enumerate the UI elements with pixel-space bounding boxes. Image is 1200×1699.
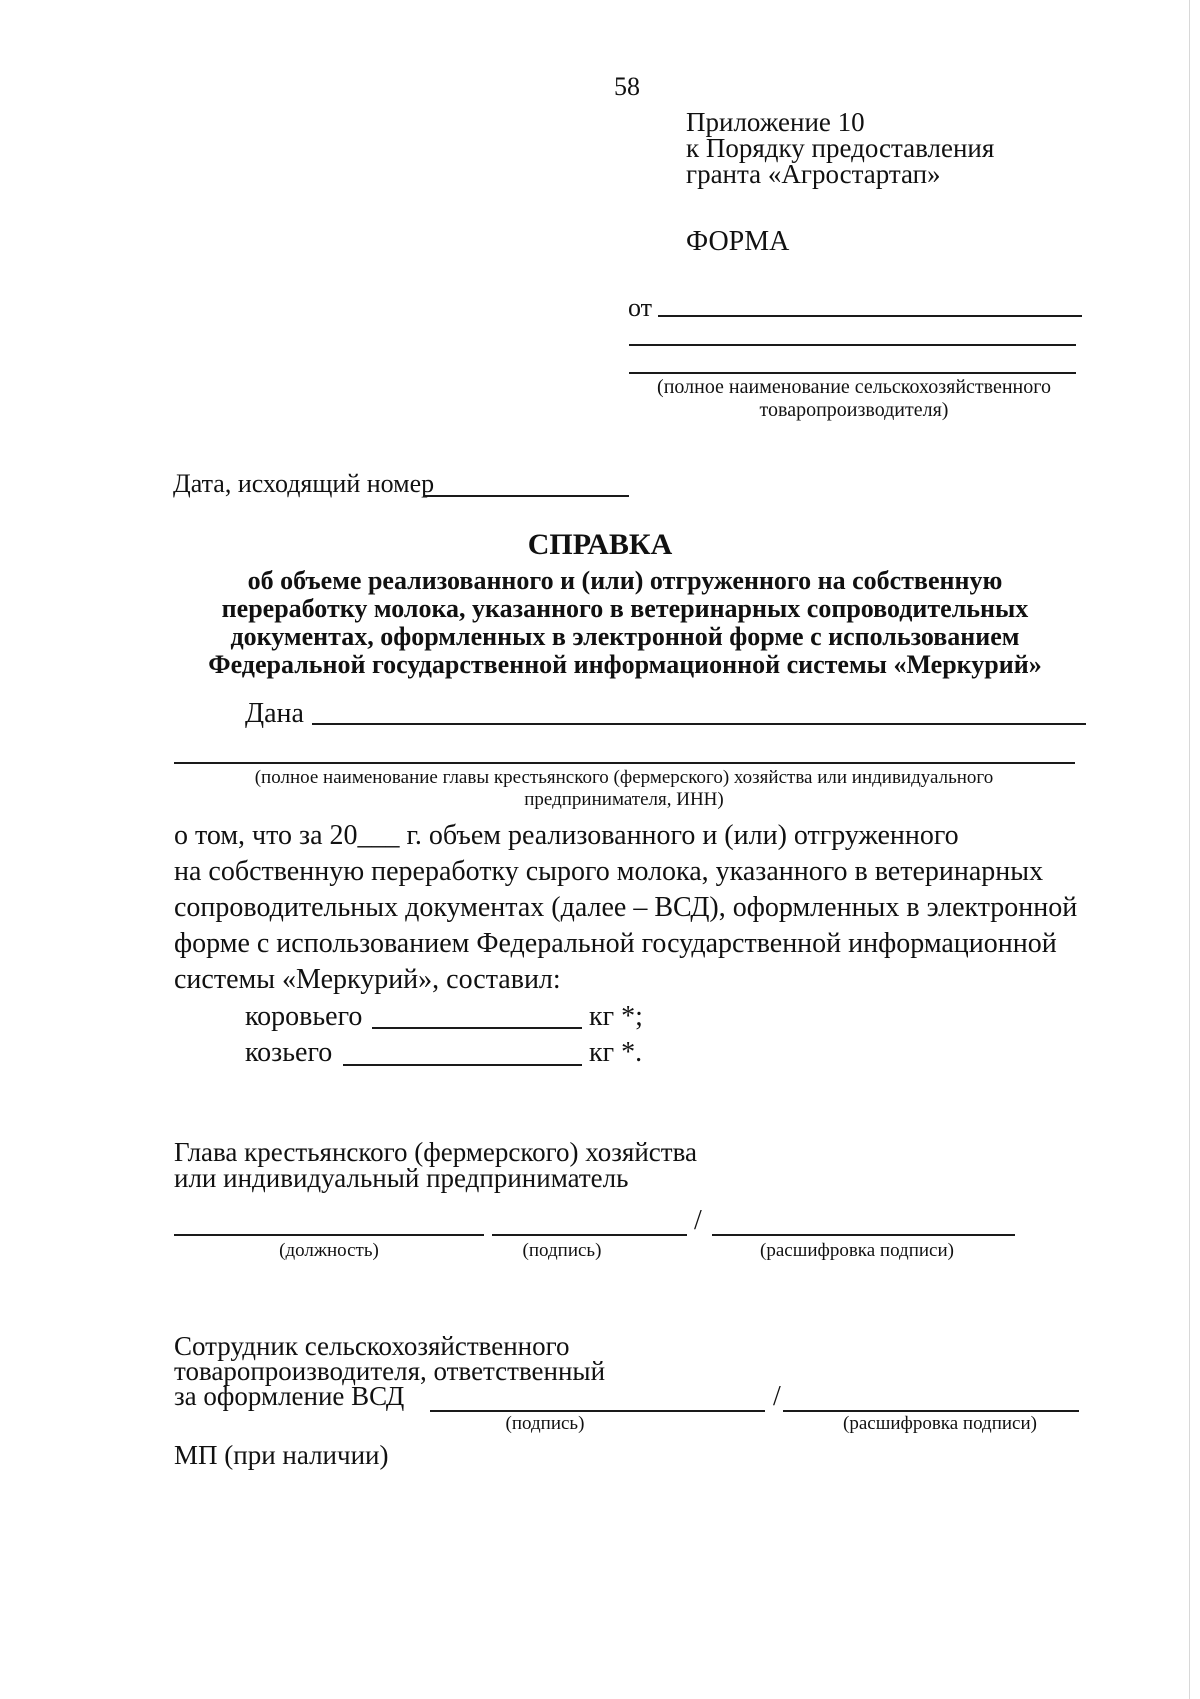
scan-edge-line <box>1189 0 1190 1699</box>
position-caption: (должность) <box>279 1240 379 1261</box>
page-number: 58 <box>614 72 640 101</box>
body-line: о том, что за 20___ г. объем реализованного и (или) отгруженного <box>174 820 959 851</box>
cow-milk-value-line[interactable] <box>372 1027 582 1029</box>
employee-decoding-caption: (расшифровка подписи) <box>843 1413 1037 1434</box>
cow-milk-label: коровьего <box>245 1001 363 1032</box>
sender-caption-line: товаропроизводителя) <box>759 399 949 421</box>
position-line[interactable] <box>174 1234 484 1236</box>
body-line: сопроводительных документах (далее – ВСД), оформленных в электронной <box>174 892 1078 923</box>
appendix-reference <box>686 109 994 187</box>
head-title-line: Глава крестьянского (фермерского) хозяйства <box>174 1137 697 1167</box>
subtitle-line: документах, оформленных в электронной форме с использованием <box>230 622 1020 651</box>
employee-decoding-line[interactable] <box>783 1410 1079 1412</box>
sender-caption-line: (полное наименование сельскохозяйственного <box>657 376 1051 398</box>
employee-signature-line[interactable] <box>430 1410 765 1412</box>
employee-title-line: Сотрудник сельскохозяйственного <box>174 1331 570 1361</box>
form-label: ФОРМА <box>686 226 790 257</box>
stamp-label: МП (при наличии) <box>174 1440 389 1470</box>
subtitle-line: переработку молока, указанного в ветеринарных сопроводительных <box>221 594 1029 623</box>
issued-to-line[interactable] <box>312 723 1086 725</box>
appendix-line: гранта «Агростартап» <box>686 159 941 189</box>
subtitle-line: об объеме реализованного и (или) отгруженного на собственную <box>247 566 1003 595</box>
body-line: форме с использованием Федеральной государственной информационной <box>174 928 1057 959</box>
body-line: системы «Меркурий», составил: <box>174 964 561 995</box>
appendix-line: к Порядку предоставления <box>686 133 995 163</box>
document-title: СПРАВКА <box>527 528 673 561</box>
signature-line[interactable] <box>492 1234 687 1236</box>
employee-title-line: за оформление ВСД <box>174 1381 405 1411</box>
goat-milk-value-line[interactable] <box>343 1064 582 1066</box>
goat-milk-unit: кг *. <box>589 1037 643 1068</box>
from-label: от <box>628 293 653 322</box>
head-title-line: или индивидуальный предприниматель <box>174 1163 629 1193</box>
signature-decoding-line[interactable] <box>712 1234 1015 1236</box>
employee-title-line: товаропроизводителя, ответственный <box>174 1356 606 1386</box>
sender-name-line[interactable] <box>629 372 1076 374</box>
issued-to-label: Дана <box>245 698 304 729</box>
subtitle-line: Федеральной государственной информационной системы «Меркурий» <box>208 650 1042 679</box>
slash-separator: / <box>773 1381 781 1412</box>
date-number-line[interactable] <box>424 495 629 497</box>
slash-separator: / <box>694 1205 702 1236</box>
sender-caption <box>629 376 1079 422</box>
issued-to-caption <box>174 767 1074 811</box>
appendix-line: Приложение 10 <box>686 107 865 137</box>
head-signature-title <box>174 1139 697 1191</box>
body-line: на собственную переработку сырого молока, указанного в ветеринарных <box>174 856 1044 887</box>
employee-signature-caption: (подпись) <box>505 1413 585 1434</box>
date-number-label: Дата, исходящий номер <box>173 469 435 498</box>
sender-name-line[interactable] <box>658 315 1082 317</box>
cow-milk-unit: кг *; <box>589 1001 643 1032</box>
signature-caption: (подпись) <box>522 1240 602 1261</box>
employee-signature-title <box>174 1331 606 1411</box>
goat-milk-label: козьего <box>245 1037 333 1068</box>
issued-to-caption-line: (полное наименование главы крестьянского (фермерского) хозяйства или индивидуального <box>254 767 994 788</box>
decoding-caption: (расшифровка подписи) <box>760 1240 954 1261</box>
document-subtitle <box>150 567 1100 679</box>
issued-to-caption-line: предпринимателя, ИНН) <box>524 789 724 810</box>
sender-name-line[interactable] <box>629 344 1076 346</box>
issued-to-line[interactable] <box>174 762 1075 764</box>
